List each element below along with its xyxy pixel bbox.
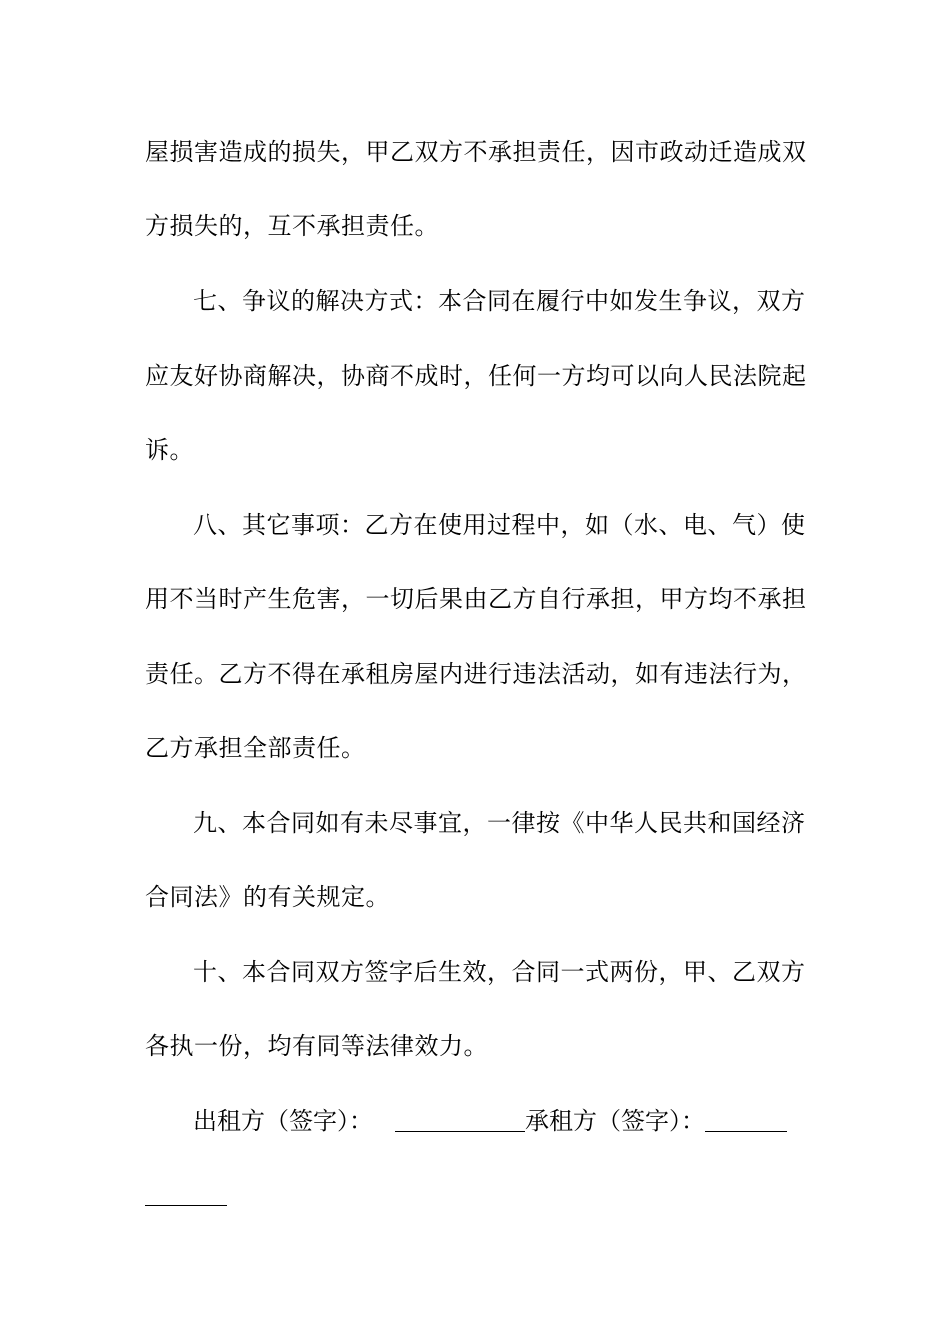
paragraph-line: 诉。 bbox=[145, 436, 194, 464]
paragraph-line: 屋损害造成的损失，甲乙双方不承担责任，因市政动迁造成双 bbox=[145, 138, 807, 166]
paragraph-line: 各执一份，均有同等法律效力。 bbox=[145, 1032, 488, 1060]
paragraph-line: 应友好协商解决，协商不成时，任何一方均可以向人民法院起 bbox=[145, 362, 807, 390]
paragraph-line: 合同法》的有关规定。 bbox=[145, 883, 390, 911]
lessor-signature-blank bbox=[395, 1109, 525, 1132]
clause-9-line: 九、本合同如有未尽事宜，一律按《中华人民共和国经济 bbox=[193, 809, 806, 837]
lessee-signature-label: 承租方（签字）： bbox=[525, 1107, 705, 1135]
clause-8-line: 八、其它事项：乙方在使用过程中，如（水、电、气）使 bbox=[193, 511, 806, 539]
paragraph-line: 责任。乙方不得在承租房屋内进行违法活动，如有违法行为， bbox=[145, 660, 807, 688]
lessee-signature-blank-continued bbox=[145, 1183, 227, 1206]
paragraph-line: 方损失的，互不承担责任。 bbox=[145, 212, 439, 240]
clause-7-line: 七、争议的解决方式：本合同在履行中如发生争议，双方 bbox=[193, 287, 806, 315]
signature-line bbox=[193, 1109, 787, 1139]
paragraph-line: 乙方承担全部责任。 bbox=[145, 734, 366, 762]
lessor-signature-label: 出租方（签字）： bbox=[193, 1107, 373, 1135]
clause-10-line: 十、本合同双方签字后生效，合同一式两份，甲、乙双方 bbox=[193, 958, 806, 986]
paragraph-line: 用不当时产生危害，一切后果由乙方自行承担，甲方均不承担 bbox=[145, 585, 807, 613]
lessee-signature-blank bbox=[705, 1109, 787, 1132]
